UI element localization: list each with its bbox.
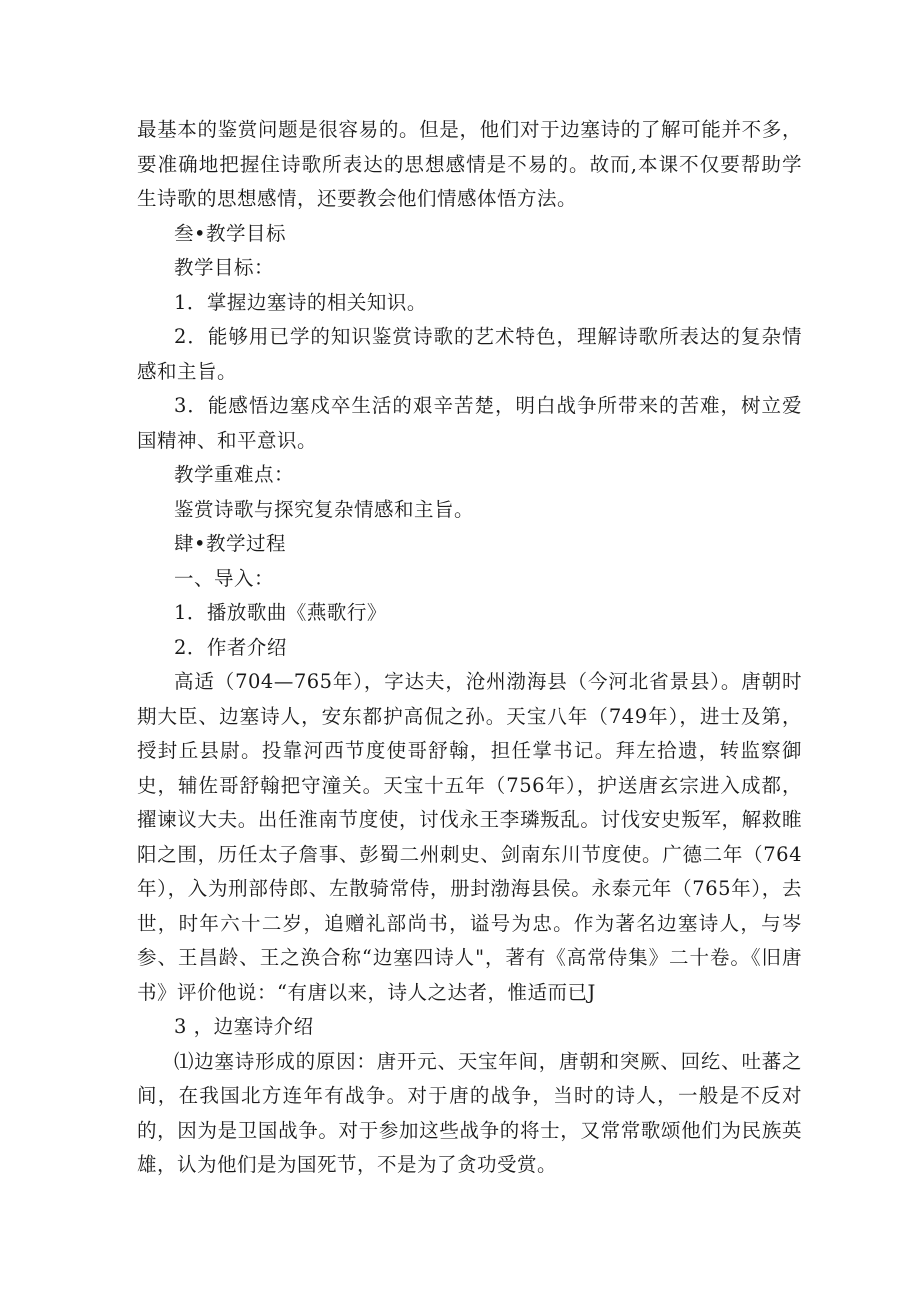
section-heading-teaching-goals: 叁•教学目标 [174,221,287,245]
list-item-goal-1: 1．掌握边塞诗的相关知识。 [174,290,427,314]
list-item-goal-2: 2．能够用已学的知识鉴赏诗歌的艺术特色，理解诗歌所表达的复杂情感和主旨。 [137,325,802,383]
list-item-frontier-poetry-intro: 3 ，边塞诗介绍 [174,1015,314,1038]
document-body [137,113,802,1183]
list-item-goal-3: 3．能感悟边塞戍卒生活的艰辛苦楚，明白战争所带来的苦难，树立爱国精神、和平意识。 [137,394,802,452]
paragraph-gao-shi-biography: 高适（704—765年），字达夫，沧州渤海县（今河北省景县）。唐朝时期大臣、边塞诗人，安东都护高侃之孙。天宝八年（749年），进士及第，授封丘县尉。投靠河西节度使哥舒翰，担任掌书记。拜左拾遗，转监察御史，辅佐哥舒翰把守潼关。天宝十五年（756年），护送唐玄宗进入成都，擢谏议大夫。出任淮南节度使，讨伐永王李璘叛乱。讨伐安史叛军，解救睢阳之围，历任太子詹事、彭蜀二州刺史、剑南东川节度使。广德二年（764年），入为刑部侍郎、左散骑常侍，册封渤海县侯。永泰元年（765年），去世，时年六十二岁，追赠礼部尚书，谥号为忠。作为著名边塞诗人，与岑参、王昌龄、王之涣合称“边塞四诗人"，著有《高常侍集》二十卷。《旧唐书》评价他说：“有唐以来，诗人之达者，惟适而已J [137,670,802,1004]
subheading-key-difficulties: 教学重难点： [174,463,295,486]
list-item-author-intro: 2．作者介绍 [174,635,287,659]
list-item-play-song: 1．播放歌曲《燕歌行》 [174,601,387,624]
subheading-introduction: 一、导入： [174,566,275,590]
paragraph-frontier-poetry-origin: ⑴边塞诗形成的原因：唐开元、天宝年间，唐朝和突厥、回纥、吐蕃之间，在我国北方连年有战争。对于唐的战争，当时的诗人，一般是不反对的，因为是卫国战争。对于参加这些战争的将士，又常常歌颂他们为民族英雄，认为他们是为国死节，不是为了贪功受赏。 [137,1049,802,1176]
subheading-teaching-goals: 教学目标： [174,256,275,279]
paragraph-key-difficulties: 鉴赏诗歌与探究复杂情感和主旨。 [174,497,475,521]
section-heading-teaching-process: 肆•教学过程 [174,532,287,555]
paragraph-intro-continued: 最基本的鉴赏问题是很容易的。但是，他们对于边塞诗的了解可能并不多，要准确地把握住诗歌所表达的思想感情是不易的。故而,本课不仅要帮助学生诗歌的思想感情，还要教会他们情感体悟方法。 [137,118,802,210]
